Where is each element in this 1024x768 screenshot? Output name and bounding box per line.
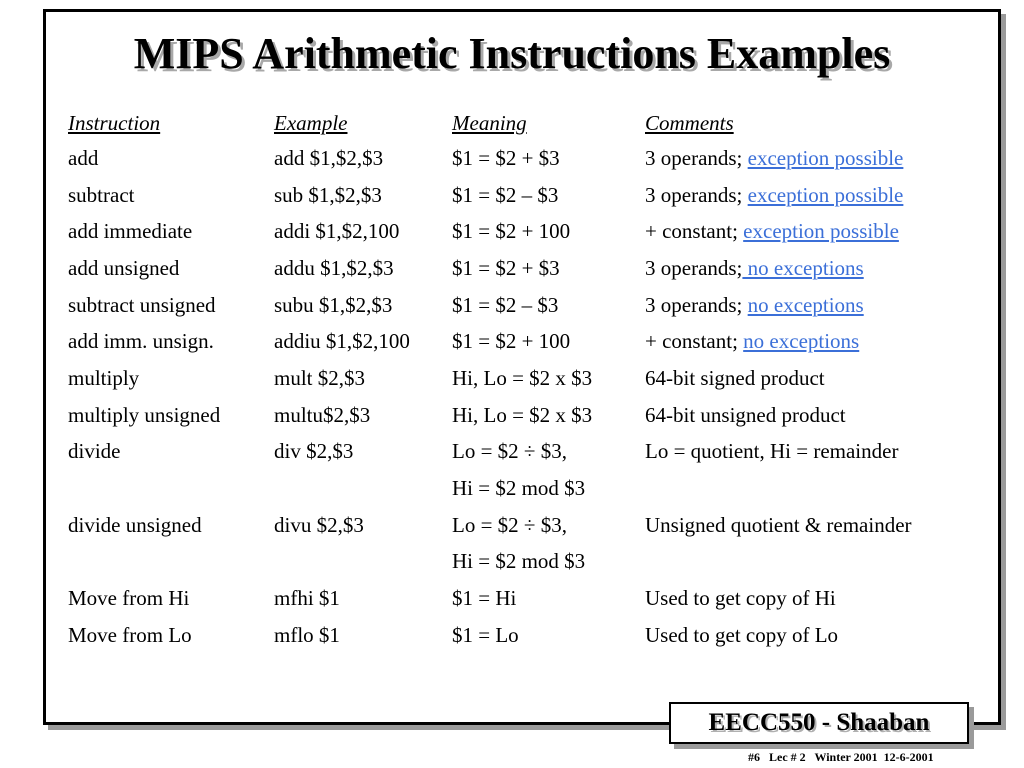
table-row	[63, 250, 917, 287]
cell-meaning: $1 = $2 + 100	[452, 219, 571, 244]
comment-text: Unsigned quotient & remainder	[645, 512, 912, 537]
cell-meaning: $1 = $2 – $3	[452, 292, 559, 317]
comment-link[interactable]: no exceptions	[743, 329, 860, 354]
comment-text: 3 operands;	[645, 145, 748, 170]
course-badge: EECC550 - Shaaban	[669, 702, 969, 744]
cell-instruction	[63, 470, 269, 507]
table-row	[63, 177, 917, 214]
cell-instruction: multiply	[68, 365, 140, 390]
cell-example: sub $1,$2,$3	[274, 182, 382, 207]
header-meaning: Meaning	[452, 110, 527, 135]
table-row	[63, 507, 917, 544]
table-row	[63, 617, 917, 654]
cell-comment	[640, 544, 917, 581]
table-body	[63, 140, 917, 654]
cell-comment	[640, 507, 917, 544]
cell-comment	[640, 360, 917, 397]
table-row	[63, 213, 917, 250]
cell-meaning: Hi = $2 mod $3	[452, 476, 586, 501]
cell-comment	[640, 177, 917, 214]
comment-text: 64-bit unsigned product	[645, 402, 846, 427]
slide-footer: #6 Lec # 2 Winter 2001 12-6-2001	[748, 750, 934, 764]
cell-comment	[640, 140, 917, 177]
comment-text: + constant;	[645, 219, 744, 244]
table-header-row	[63, 106, 917, 140]
table-row	[63, 580, 917, 617]
cell-comment	[640, 323, 917, 360]
cell-comment	[640, 287, 917, 324]
header-comments: Comments	[645, 110, 734, 135]
table-row	[63, 470, 917, 507]
cell-meaning: $1 = $2 + $3	[452, 255, 560, 280]
cell-example: addu $1,$2,$3	[274, 255, 394, 280]
cell-instruction: multiply unsigned	[68, 402, 221, 427]
cell-instruction: add	[68, 145, 99, 170]
comment-link[interactable]: no exceptions	[742, 255, 864, 280]
cell-comment	[640, 250, 917, 287]
cell-example: multu$2,$3	[274, 402, 371, 427]
cell-meaning: $1 = $2 + $3	[452, 145, 560, 170]
comment-link[interactable]: exception possible	[747, 182, 904, 207]
cell-instruction: divide	[68, 439, 121, 464]
comment-text: + constant;	[645, 329, 744, 354]
comment-link[interactable]: exception possible	[743, 219, 899, 244]
cell-instruction: add imm. unsign.	[68, 329, 214, 354]
table-row	[63, 140, 917, 177]
cell-comment	[640, 434, 917, 471]
table-row	[63, 397, 917, 434]
cell-meaning: Lo = $2 ÷ $3,	[452, 439, 567, 464]
comment-text: Used to get copy of Lo	[645, 622, 839, 647]
cell-instruction: add unsigned	[68, 255, 180, 280]
cell-example: addiu $1,$2,100	[274, 329, 410, 354]
cell-instruction: Move from Hi	[68, 586, 190, 611]
cell-meaning: Hi, Lo = $2 x $3	[452, 365, 593, 390]
cell-meaning: $1 = Lo	[452, 622, 519, 647]
comment-text: 3 operands;	[645, 255, 743, 280]
cell-meaning: $1 = Hi	[452, 586, 517, 611]
comment-text: 3 operands;	[645, 292, 748, 317]
cell-comment	[640, 470, 917, 507]
cell-example: add $1,$2,$3	[274, 145, 384, 170]
comment-link[interactable]: no exceptions	[747, 292, 864, 317]
comment-link[interactable]: exception possible	[747, 145, 904, 170]
cell-instruction: subtract	[68, 182, 135, 207]
comment-text: 3 operands;	[645, 182, 748, 207]
slide-title: MIPS Arithmetic Instructions Examples	[133, 29, 891, 78]
table-row	[63, 287, 917, 324]
table-row	[63, 434, 917, 471]
comment-text: Lo = quotient, Hi = remainder	[645, 439, 899, 464]
cell-example: mfhi $1	[274, 586, 340, 611]
cell-instruction: divide unsigned	[68, 512, 202, 537]
table-row	[63, 544, 917, 581]
cell-meaning: $1 = $2 – $3	[452, 182, 559, 207]
table-row	[63, 323, 917, 360]
cell-meaning: Lo = $2 ÷ $3,	[452, 512, 567, 537]
comment-text: 64-bit signed product	[645, 365, 825, 390]
cell-instruction: subtract unsigned	[68, 292, 216, 317]
cell-example	[269, 470, 447, 507]
cell-comment	[640, 580, 917, 617]
cell-example: mflo $1	[274, 622, 340, 647]
cell-instruction	[63, 544, 269, 581]
cell-comment	[640, 213, 917, 250]
cell-meaning: Hi, Lo = $2 x $3	[452, 402, 593, 427]
cell-instruction: add immediate	[68, 219, 193, 244]
cell-example: mult $2,$3	[274, 365, 366, 390]
table-row	[63, 360, 917, 397]
cell-comment	[640, 617, 917, 654]
cell-meaning: $1 = $2 + 100	[452, 329, 571, 354]
cell-meaning: Hi = $2 mod $3	[452, 549, 586, 574]
instruction-table	[63, 106, 917, 654]
cell-example: divu $2,$3	[274, 512, 364, 537]
cell-example	[269, 544, 447, 581]
cell-comment	[640, 397, 917, 434]
header-instruction: Instruction	[68, 110, 161, 135]
cell-example: div $2,$3	[274, 439, 354, 464]
cell-example: addi $1,$2,100	[274, 219, 400, 244]
comment-text: Used to get copy of Hi	[645, 586, 836, 611]
cell-example: subu $1,$2,$3	[274, 292, 393, 317]
cell-instruction: Move from Lo	[68, 622, 192, 647]
header-example: Example	[274, 110, 348, 135]
